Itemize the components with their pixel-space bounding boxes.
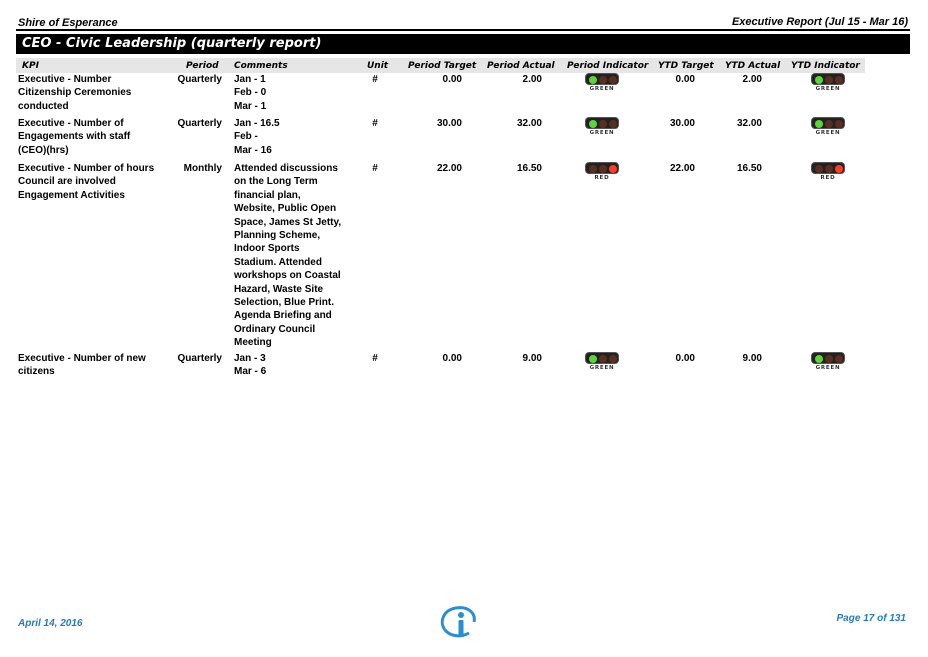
kpi-period: Monthly bbox=[183, 163, 222, 174]
traffic-light-icon bbox=[811, 73, 845, 85]
lamp-g bbox=[589, 165, 597, 173]
ytd-actual: 32.00 bbox=[736, 118, 762, 129]
header-divider bbox=[16, 29, 910, 31]
traffic-light-icon bbox=[585, 352, 619, 364]
period-indicator bbox=[585, 73, 619, 95]
lamp-g bbox=[589, 76, 597, 84]
period-target: 0.00 bbox=[442, 74, 462, 85]
period-actual: 32.00 bbox=[516, 118, 542, 129]
period-target: 0.00 bbox=[442, 353, 462, 364]
col-ytd-target: YTD Target bbox=[658, 61, 714, 71]
period-actual: 2.00 bbox=[522, 74, 542, 85]
kpi-comments: Attended discussions on the Long Term financial plan, Website, Public Open Space, James St Jetty, Planning Scheme, Indoor Sports Stadium. Attended workshops on Coastal Hazard, Waste Site Selection, Blue Print. Agenda Briefing and Ordinary Council Meeting bbox=[234, 163, 342, 349]
traffic-light-icon bbox=[811, 352, 845, 364]
lamp-r bbox=[609, 355, 617, 363]
indicator-label: GREEN bbox=[589, 365, 615, 371]
kpi-name: Executive - Number of Engagements with staff (CEO)(hrs) bbox=[18, 118, 131, 156]
lamp-r bbox=[609, 165, 617, 173]
lamp-y bbox=[599, 76, 607, 84]
kpi-period: Quarterly bbox=[177, 74, 222, 85]
kpi-comments: Jan - 3 Mar - 6 bbox=[234, 353, 267, 378]
indicator-label: RED bbox=[594, 175, 610, 181]
kpi-name: Executive - Number Citizenship Ceremonies conducted bbox=[18, 74, 132, 112]
lamp-r bbox=[835, 120, 843, 128]
indicator-label: GREEN bbox=[815, 130, 841, 136]
traffic-light-icon bbox=[811, 162, 845, 174]
info-i-logo-icon bbox=[438, 605, 478, 639]
indicator-label: GREEN bbox=[589, 86, 615, 92]
col-unit: Unit bbox=[367, 61, 389, 71]
page-number: Page 17 of 131 bbox=[836, 613, 906, 624]
col-comments: Comments bbox=[234, 61, 288, 71]
lamp-y bbox=[599, 165, 607, 173]
lamp-r bbox=[835, 165, 843, 173]
section-title: CEO - Civic Leadership (quarterly report) bbox=[16, 34, 910, 54]
period-target: 30.00 bbox=[436, 118, 462, 129]
indicator-label: GREEN bbox=[815, 365, 841, 371]
traffic-light-icon bbox=[585, 73, 619, 85]
lamp-g bbox=[589, 355, 597, 363]
lamp-y bbox=[599, 355, 607, 363]
lamp-r bbox=[835, 355, 843, 363]
kpi-unit: # bbox=[372, 74, 378, 85]
ytd-indicator bbox=[811, 117, 845, 139]
traffic-light-icon bbox=[585, 162, 619, 174]
report-date: April 14, 2016 bbox=[18, 618, 83, 629]
period-indicator bbox=[585, 117, 619, 139]
ytd-actual: 2.00 bbox=[742, 74, 762, 85]
kpi-unit: # bbox=[372, 163, 378, 174]
ytd-indicator bbox=[811, 162, 845, 184]
ytd-target: 0.00 bbox=[675, 74, 695, 85]
col-period-actual: Period Actual bbox=[487, 61, 555, 71]
col-period-indicator: Period Indicator bbox=[567, 61, 649, 71]
period-indicator bbox=[585, 162, 619, 184]
indicator-label: RED bbox=[820, 175, 836, 181]
ytd-indicator bbox=[811, 352, 845, 374]
lamp-g bbox=[815, 165, 823, 173]
traffic-light-icon bbox=[585, 117, 619, 129]
lamp-g bbox=[815, 76, 823, 84]
lamp-r bbox=[835, 76, 843, 84]
col-period-target: Period Target bbox=[408, 61, 477, 71]
kpi-name: Executive - Number of hours Council are involved Engagement Activities bbox=[18, 163, 155, 201]
period-actual: 16.50 bbox=[516, 163, 542, 174]
col-ytd-actual: YTD Actual bbox=[725, 61, 781, 71]
col-period: Period bbox=[186, 61, 219, 71]
ytd-actual: 9.00 bbox=[742, 353, 762, 364]
period-target: 22.00 bbox=[436, 163, 462, 174]
report-title: Executive Report (Jul 15 - Mar 16) bbox=[731, 16, 908, 28]
period-actual: 9.00 bbox=[522, 353, 542, 364]
lamp-g bbox=[815, 120, 823, 128]
lamp-y bbox=[825, 76, 833, 84]
indicator-label: GREEN bbox=[815, 86, 841, 92]
ytd-actual: 16.50 bbox=[736, 163, 762, 174]
ytd-target: 30.00 bbox=[669, 118, 695, 129]
kpi-unit: # bbox=[372, 353, 378, 364]
lamp-r bbox=[609, 76, 617, 84]
ytd-target: 0.00 bbox=[675, 353, 695, 364]
kpi-period: Quarterly bbox=[177, 353, 222, 364]
kpi-name: Executive - Number of new citizens bbox=[18, 353, 146, 378]
lamp-y bbox=[825, 355, 833, 363]
lamp-r bbox=[609, 120, 617, 128]
ytd-target: 22.00 bbox=[669, 163, 695, 174]
lamp-g bbox=[589, 120, 597, 128]
lamp-y bbox=[825, 120, 833, 128]
lamp-g bbox=[815, 355, 823, 363]
col-kpi: KPI bbox=[22, 61, 39, 71]
kpi-comments: Jan - 1 Feb - 0 Mar - 1 bbox=[234, 74, 267, 112]
period-indicator bbox=[585, 352, 619, 374]
ytd-indicator bbox=[811, 73, 845, 95]
lamp-y bbox=[599, 120, 607, 128]
indicator-label: GREEN bbox=[589, 130, 615, 136]
kpi-unit: # bbox=[372, 118, 378, 129]
kpi-comments: Jan - 16.5 Feb - Mar - 16 bbox=[234, 118, 280, 156]
kpi-period: Quarterly bbox=[177, 118, 222, 129]
traffic-light-icon bbox=[811, 117, 845, 129]
lamp-y bbox=[825, 165, 833, 173]
org-name: Shire of Esperance bbox=[18, 17, 118, 29]
col-ytd-indicator: YTD Indicator bbox=[791, 61, 860, 71]
